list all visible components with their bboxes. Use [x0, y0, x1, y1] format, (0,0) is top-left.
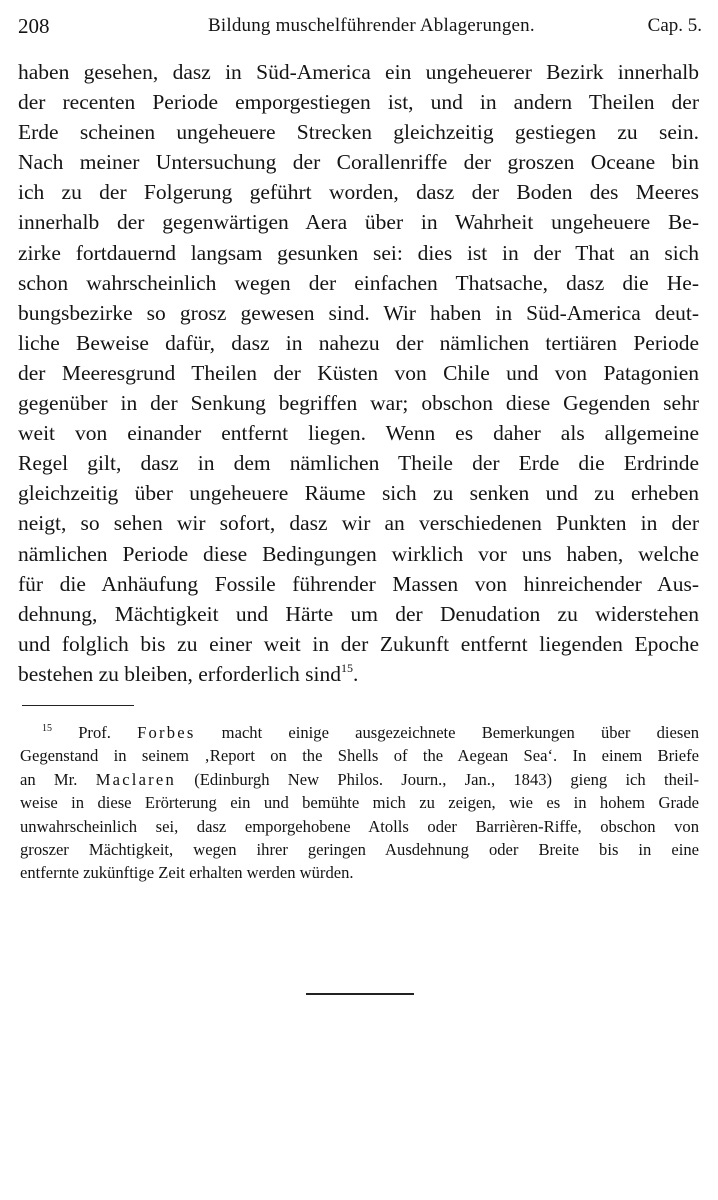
text-line: Regel gilt, dasz in dem nämlichen Theile der Erde die Erdrinde [18, 451, 699, 476]
footnote-line [20, 721, 699, 744]
text-line: der Meeresgrund Theilen der Küsten von Chile und von Patagonien [18, 360, 699, 385]
footnote-text: an Mr. [20, 769, 78, 789]
text-line: neigt, so sehen wir sofort, dasz wir an verschiedenen Punkten in der [18, 511, 699, 536]
footnote-reference[interactable]: 15 [340, 660, 353, 675]
text-line: der recenten Periode emporgestiegen ist, und in andern Theilen der [18, 90, 699, 115]
text-line: gleichzeitig über ungeheuere Räume sich zu senken und zu erheben [18, 481, 699, 506]
text-line: weit von einander entfernt liegen. Wenn es daher als allgemeine [18, 421, 699, 446]
author-name: Maclaren [95, 769, 176, 789]
text-line: bungsbezirke so grosz gewesen sind. Wir haben in Süd-America deut- [18, 300, 699, 325]
author-name: Forbes [137, 723, 196, 742]
footnote-line: Gegenstand in seinem ‚Report on the Shells of the Aegean Sea‘. In einem Briefe [20, 746, 699, 766]
sentence-end: . [352, 661, 359, 686]
text-line: innerhalb der gegenwärtigen Aera über in Wahrheit ungeheuere Be- [18, 210, 699, 235]
text-line: dehnung, Mächtigkeit und Härte um der Denudation zu widerstehen [18, 601, 699, 626]
text-line: haben gesehen, dasz in Süd-America ein ungeheuerer Bezirk innerhalb [18, 60, 699, 84]
text-line: nämlichen Periode diese Bedingungen wirklich vor uns haben, welche [18, 541, 699, 566]
footnote-text: Prof. [78, 723, 111, 742]
footnote-line: weise in diese Erörterung ein und bemühte mich zu zeigen, wie es in hohem Grade [20, 793, 699, 813]
text-line: liche Beweise dafür, dasz in nahezu der nämlichen tertiären Periode [18, 330, 699, 355]
chapter-label: Cap. 5. [647, 15, 702, 36]
main-paragraph [18, 57, 699, 689]
text-line: Nach meiner Untersuchung der Corallenriffe der groszen Oceane bin [18, 150, 699, 175]
footnote-line-last: entfernte zukünftige Zeit erhalten werden würden. [20, 863, 354, 883]
text-line-content: bestehen zu bleiben, erforderlich sind [18, 661, 341, 686]
text-line: Erde scheinen ungeheuere Strecken gleichzeitig gestiegen zu sein. [18, 120, 699, 145]
footnote-text: macht einige ausgezeichnete Bemerkungen über diesen [221, 723, 700, 742]
footnote-line: unwahrscheinlich sei, dasz emporgehobene Atolls oder Barrièren-Riffe, obschon von [20, 816, 699, 836]
page-number: 208 [18, 14, 50, 38]
running-title: Bildung muschelführender Ablagerungen. [208, 15, 535, 36]
section-end-rule [306, 993, 414, 995]
footnote-line: groszer Mächtigkeit, wegen ihrer geringen Ausdehnung oder Breite bis in eine [20, 839, 699, 859]
footnote-text: (Edinburgh New Philos. Journ., Jan., 1843) gieng ich theil- [194, 769, 699, 789]
text-line: zirke fortdauernd langsam gesunken sei: dies ist in der That an sich [18, 240, 699, 265]
text-line: und folglich bis zu einer weit in der Zukunft entfernt liegenden Epoche [18, 631, 699, 656]
text-line: für die Anhäufung Fossile führender Massen von hinreichender Aus- [18, 571, 699, 596]
text-line: ich zu der Folgerung geführt worden, dasz der Boden des Meeres [18, 180, 699, 205]
footnote-line [20, 768, 699, 791]
footnote-marker: 15 [42, 723, 52, 734]
text-line-last [18, 659, 699, 689]
text-line: gegenüber in der Senkung begriffen war; obschon diese Gegenden sehr [18, 391, 699, 416]
footnote-separator [22, 705, 134, 706]
text-line: schon wahrscheinlich wegen der einfachen Thatsache, dasz die He- [18, 270, 699, 295]
page-header [18, 12, 702, 40]
footnote-block [20, 721, 699, 885]
